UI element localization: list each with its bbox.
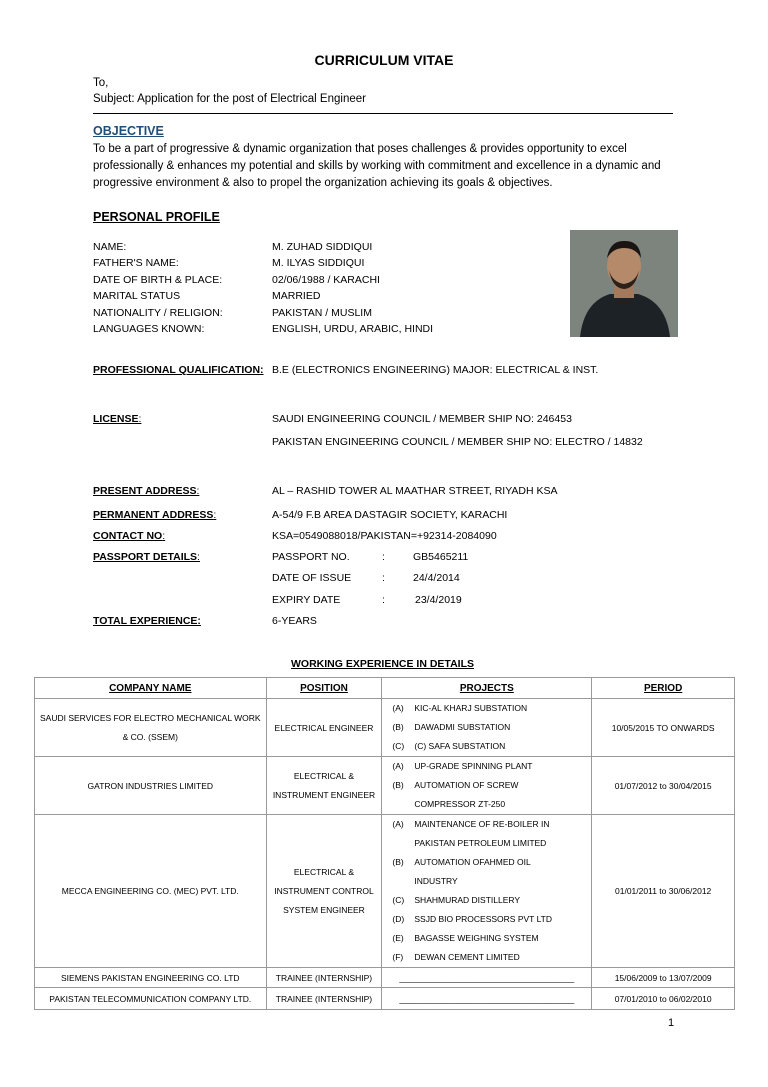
project-item: (A) MAINTENANCE OF RE-BOILER IN bbox=[392, 819, 550, 829]
company-name-line: SAUDI SERVICES FOR ELECTRO MECHANICAL WORK bbox=[39, 712, 261, 723]
profile-label: LANGUAGES KNOWN: bbox=[93, 323, 205, 336]
passport-no-label: PASSPORT NO. bbox=[272, 551, 350, 563]
projects-cell: _____________________________________ bbox=[382, 968, 592, 988]
company-cell: PAKISTAN TELECOMMUNICATION COMPANY LTD. bbox=[35, 988, 267, 1010]
position-line: ELECTRICAL & bbox=[293, 866, 355, 877]
project-item: (A) UP-GRADE SPINNING PLANT bbox=[392, 761, 533, 771]
period-cell: 01/01/2011 to 30/06/2012 bbox=[592, 815, 735, 968]
table-row bbox=[35, 988, 735, 1010]
table-row bbox=[35, 699, 735, 757]
qualification-value: B.E (ELECTRONICS ENGINEERING) MAJOR: ELECTRICAL & INST. bbox=[272, 364, 599, 376]
objective-heading: OBJECTIVE bbox=[93, 124, 164, 138]
position-line: INSTRUMENT ENGINEER bbox=[272, 789, 376, 800]
table-row bbox=[35, 968, 735, 988]
table-header-row bbox=[35, 678, 735, 699]
table-row bbox=[35, 757, 735, 815]
portrait-image bbox=[570, 230, 678, 337]
project-item: (E) BAGASSE WEIGHING SYSTEM bbox=[392, 933, 539, 943]
license-label: LICENSE: bbox=[93, 413, 142, 425]
table-row bbox=[35, 815, 735, 968]
project-item: (B) AUTOMATION OFAHMED OIL bbox=[392, 857, 531, 867]
profile-value: M. ZUHAD SIDDIQUI bbox=[272, 241, 373, 253]
passport-no-sep: : bbox=[382, 551, 385, 563]
contact-value: KSA=0549088018/PAKISTAN=+92314-2084090 bbox=[272, 530, 497, 542]
expiry-date-sep: : bbox=[382, 594, 385, 606]
position-cell: ELECTRICAL ENGINEER bbox=[266, 699, 382, 757]
objective-line: progressive environment & also to propel the organization achieving its goals & objectives. bbox=[93, 177, 553, 189]
profile-value: ENGLISH, URDU, ARABIC, HINDI bbox=[272, 323, 434, 336]
project-item: (A) KIC-AL KHARJ SUBSTATION bbox=[392, 703, 528, 713]
company-cell: MECCA ENGINEERING CO. (MEC) PVT. LTD. bbox=[35, 815, 267, 968]
position-cell: TRAINEE (INTERNSHIP) bbox=[266, 988, 382, 1010]
profile-photo bbox=[570, 230, 678, 337]
expiry-date-label: EXPIRY DATE bbox=[272, 594, 341, 606]
company-name-line: & CO. (SSEM) bbox=[122, 731, 178, 742]
subject-line: Subject: Application for the post of Electrical Engineer bbox=[93, 93, 366, 105]
qualification-label: PROFESSIONAL QUALIFICATION: bbox=[93, 364, 264, 376]
project-item: COMPRESSOR ZT-250 bbox=[414, 799, 506, 809]
work-experience-table bbox=[34, 677, 735, 1010]
profile-label: NAME: bbox=[93, 241, 127, 253]
objective-line: To be a part of progressive & dynamic organization that poses challenges & provides opportunity to excel bbox=[93, 143, 627, 155]
passport-no-value: GB5465211 bbox=[413, 551, 469, 563]
license-saudi: SAUDI ENGINEERING COUNCIL / MEMBER SHIP NO: 246453 bbox=[272, 413, 572, 425]
profile-label: DATE OF BIRTH & PLACE: bbox=[93, 273, 223, 286]
passport-label: PASSPORT DETAILS: bbox=[93, 551, 200, 563]
company-cell: SIEMENS PAKISTAN ENGINEERING CO. LTD bbox=[35, 968, 267, 988]
position-cell: TRAINEE (INTERNSHIP) bbox=[266, 968, 382, 988]
license-pakistan: PAKISTAN ENGINEERING COUNCIL / MEMBER SHIP NO: ELECTRO / 14832 bbox=[272, 436, 643, 448]
project-item: (F) DEWAN CEMENT LIMITED bbox=[392, 952, 520, 962]
projects-cell: _____________________________________ bbox=[382, 988, 592, 1010]
page-number: 1 bbox=[668, 1017, 675, 1029]
divider bbox=[93, 113, 673, 114]
period-cell: 01/07/2012 to 30/04/2015 bbox=[592, 757, 735, 815]
position-cell bbox=[266, 757, 382, 815]
work-heading: WORKING EXPERIENCE IN DETAILS bbox=[291, 658, 474, 670]
company-cell bbox=[35, 699, 267, 757]
permanent-address-label: PERMANENT ADDRESS: bbox=[93, 509, 217, 521]
column-header: COMPANY NAME bbox=[35, 678, 267, 699]
profile-label: MARITAL STATUS bbox=[93, 290, 181, 303]
personal-profile-heading: PERSONAL PROFILE bbox=[93, 210, 220, 224]
issue-date-label: DATE OF ISSUE bbox=[272, 572, 352, 584]
expiry-date-value: 23/4/2019 bbox=[415, 594, 462, 606]
document-title: CURRICULUM VITAE bbox=[314, 52, 454, 68]
profile-value: 02/06/1988 / KARACHI bbox=[272, 273, 380, 286]
position-line: SYSTEM ENGINEER bbox=[283, 904, 365, 915]
project-item: (B) AUTOMATION OF SCREW bbox=[392, 780, 519, 790]
project-item: PAKISTAN PETROLEUM LIMITED bbox=[414, 838, 547, 848]
total-experience-label: TOTAL EXPERIENCE: bbox=[93, 615, 201, 627]
to-line: To, bbox=[93, 77, 109, 89]
contact-label: CONTACT NO: bbox=[93, 530, 166, 542]
profile-value: MARRIED bbox=[272, 290, 321, 303]
project-item: (B) DAWADMI SUBSTATION bbox=[392, 722, 511, 732]
present-address-label: PRESENT ADDRESS: bbox=[93, 485, 200, 497]
period-cell: 15/06/2009 to 13/07/2009 bbox=[592, 968, 735, 988]
profile-label: NATIONALITY / RELIGION: bbox=[93, 306, 223, 319]
issue-date-sep: : bbox=[382, 572, 385, 584]
objective-line: professionally & enhances my potential and skills by working with commitment and excellence in a dynamic and bbox=[93, 160, 661, 172]
projects-cell bbox=[382, 815, 592, 968]
position-cell bbox=[266, 815, 382, 968]
permanent-address-value: A-54/9 F.B AREA DASTAGIR SOCIETY, KARACHI bbox=[272, 509, 508, 521]
project-item: (C) (C) SAFA SUBSTATION bbox=[392, 741, 506, 751]
position-line: ELECTRICAL & bbox=[293, 770, 355, 781]
projects-cell bbox=[382, 757, 592, 815]
period-cell: 07/01/2010 to 06/02/2010 bbox=[592, 988, 735, 1010]
position-line: INSTRUMENT CONTROL bbox=[274, 885, 374, 896]
column-header: PROJECTS bbox=[382, 678, 592, 699]
project-item: (D) SSJD BIO PROCESSORS PVT LTD bbox=[392, 914, 552, 924]
projects-cell bbox=[382, 699, 592, 757]
company-cell: GATRON INDUSTRIES LIMITED bbox=[35, 757, 267, 815]
project-item: (C) SHAHMURAD DISTILLERY bbox=[392, 895, 521, 905]
column-header: PERIOD bbox=[592, 678, 735, 699]
profile-value: PAKISTAN / MUSLIM bbox=[272, 306, 372, 319]
profile-value: M. ILYAS SIDDIQUI bbox=[272, 257, 365, 270]
profile-label: FATHER'S NAME: bbox=[93, 257, 179, 270]
present-address-value: AL – RASHID TOWER AL MAATHAR STREET, RIYADH KSA bbox=[272, 485, 558, 497]
period-cell: 10/05/2015 TO ONWARDS bbox=[592, 699, 735, 757]
total-experience-value: 6-YEARS bbox=[272, 615, 317, 627]
profile-values bbox=[272, 239, 433, 337]
project-item: INDUSTRY bbox=[414, 876, 458, 886]
column-header: POSITION bbox=[266, 678, 382, 699]
issue-date-value: 24/4/2014 bbox=[413, 572, 460, 584]
profile-labels bbox=[93, 239, 223, 337]
